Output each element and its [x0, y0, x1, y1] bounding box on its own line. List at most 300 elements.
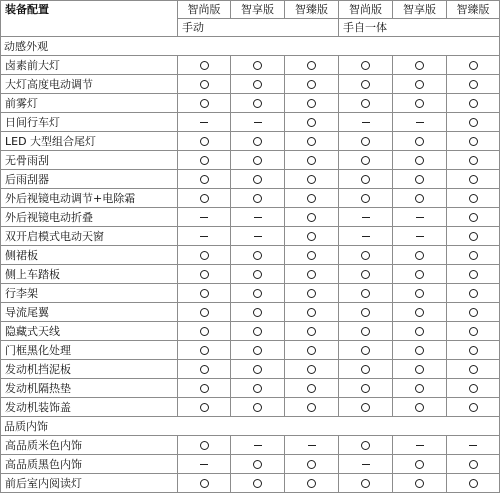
feature-value-cell [339, 113, 393, 132]
circle-icon [415, 365, 424, 374]
dash-icon [200, 217, 208, 218]
dash-icon [362, 464, 370, 465]
circle-icon [361, 308, 370, 317]
table-row [1, 75, 500, 94]
feature-value-cell [178, 132, 231, 151]
circle-icon [361, 156, 370, 165]
circle-icon [415, 270, 424, 279]
feature-name: 高品质米色内饰 [1, 436, 178, 455]
table-row [1, 303, 500, 322]
dash-icon [416, 445, 424, 446]
circle-icon [469, 213, 478, 222]
feature-name: LED 大型组合尾灯 [1, 132, 178, 151]
feature-value-cell [231, 246, 285, 265]
circle-icon [361, 80, 370, 89]
circle-icon [200, 99, 209, 108]
feature-name: 侧上车踏板 [1, 265, 178, 284]
circle-icon [253, 308, 262, 317]
feature-value-cell [447, 303, 500, 322]
circle-icon [415, 80, 424, 89]
circle-icon [253, 156, 262, 165]
feature-value-cell [339, 208, 393, 227]
feature-value-cell [231, 75, 285, 94]
circle-icon [469, 194, 478, 203]
circle-icon [469, 308, 478, 317]
feature-value-cell [231, 227, 285, 246]
circle-icon [469, 137, 478, 146]
circle-icon [469, 479, 478, 488]
feature-value-cell [178, 360, 231, 379]
feature-value-cell [447, 132, 500, 151]
feature-value-cell [447, 94, 500, 113]
dash-icon [308, 445, 316, 446]
circle-icon [253, 61, 262, 70]
circle-icon [253, 80, 262, 89]
circle-icon [469, 61, 478, 70]
feature-value-cell [447, 379, 500, 398]
dash-icon [416, 122, 424, 123]
feature-value-cell [393, 132, 447, 151]
table-row [1, 474, 500, 493]
feature-value-cell [393, 284, 447, 303]
feature-value-cell [178, 436, 231, 455]
feature-value-cell [447, 246, 500, 265]
table-row [1, 341, 500, 360]
feature-value-cell [339, 75, 393, 94]
feature-name: 高品质黑色内饰 [1, 455, 178, 474]
feature-name: 门框黑化处理 [1, 341, 178, 360]
circle-icon [307, 308, 316, 317]
table-row [1, 113, 500, 132]
feature-value-cell [447, 208, 500, 227]
feature-value-cell [393, 341, 447, 360]
circle-icon [361, 327, 370, 336]
dash-icon [362, 236, 370, 237]
circle-icon [469, 365, 478, 374]
circle-icon [307, 460, 316, 469]
circle-icon [415, 137, 424, 146]
feature-value-cell [231, 436, 285, 455]
version-header: 智尚版 [339, 1, 393, 19]
feature-value-cell [393, 94, 447, 113]
feature-value-cell [285, 208, 339, 227]
feature-value-cell [339, 56, 393, 75]
feature-value-cell [339, 436, 393, 455]
circle-icon [415, 156, 424, 165]
dash-icon [254, 122, 262, 123]
table-row [1, 246, 500, 265]
circle-icon [415, 251, 424, 260]
circle-icon [253, 365, 262, 374]
circle-icon [307, 327, 316, 336]
feature-name: 后雨刮器 [1, 170, 178, 189]
circle-icon [253, 194, 262, 203]
feature-value-cell [339, 170, 393, 189]
circle-icon [253, 175, 262, 184]
feature-value-cell [231, 474, 285, 493]
feature-name: 大灯高度电动调节 [1, 75, 178, 94]
feature-value-cell [393, 227, 447, 246]
feature-value-cell [178, 189, 231, 208]
feature-value-cell [231, 379, 285, 398]
circle-icon [361, 137, 370, 146]
table-row [1, 436, 500, 455]
feature-value-cell [393, 56, 447, 75]
version-header: 智臻版 [447, 1, 500, 19]
circle-icon [415, 479, 424, 488]
circle-icon [200, 251, 209, 260]
feature-value-cell [339, 303, 393, 322]
circle-icon [469, 118, 478, 127]
feature-value-cell [178, 398, 231, 417]
version-header-row [1, 1, 500, 19]
feature-value-cell [231, 132, 285, 151]
spec-body [1, 37, 500, 493]
circle-icon [200, 441, 209, 450]
feature-value-cell [339, 379, 393, 398]
circle-icon [307, 346, 316, 355]
feature-value-cell [393, 322, 447, 341]
feature-value-cell [447, 322, 500, 341]
circle-icon [415, 308, 424, 317]
feature-value-cell [231, 398, 285, 417]
feature-value-cell [231, 455, 285, 474]
feature-name: 发动机隔热垫 [1, 379, 178, 398]
circle-icon [361, 61, 370, 70]
circle-icon [361, 441, 370, 450]
dash-icon [254, 445, 262, 446]
feature-value-cell [178, 227, 231, 246]
circle-icon [469, 270, 478, 279]
feature-value-cell [339, 284, 393, 303]
feature-value-cell [339, 455, 393, 474]
dash-icon [416, 217, 424, 218]
circle-icon [307, 365, 316, 374]
circle-icon [361, 175, 370, 184]
feature-value-cell [178, 246, 231, 265]
dash-icon [362, 122, 370, 123]
circle-icon [307, 251, 316, 260]
feature-value-cell [339, 227, 393, 246]
feature-value-cell [447, 398, 500, 417]
circle-icon [469, 289, 478, 298]
circle-icon [415, 327, 424, 336]
feature-value-cell [393, 379, 447, 398]
feature-value-cell [285, 170, 339, 189]
circle-icon [253, 137, 262, 146]
circle-icon [307, 403, 316, 412]
feature-value-cell [231, 303, 285, 322]
dash-icon [362, 217, 370, 218]
circle-icon [361, 270, 370, 279]
feature-name: 发动机挡泥板 [1, 360, 178, 379]
feature-value-cell [447, 56, 500, 75]
feature-value-cell [285, 132, 339, 151]
feature-value-cell [178, 208, 231, 227]
circle-icon [200, 289, 209, 298]
circle-icon [469, 346, 478, 355]
feature-value-cell [178, 341, 231, 360]
feature-value-cell [285, 455, 339, 474]
feature-value-cell [178, 170, 231, 189]
feature-value-cell [231, 151, 285, 170]
circle-icon [200, 175, 209, 184]
transmission-automatic: 手自一体 [339, 19, 500, 37]
circle-icon [200, 61, 209, 70]
table-row [1, 284, 500, 303]
circle-icon [469, 384, 478, 393]
feature-value-cell [447, 189, 500, 208]
feature-value-cell [339, 151, 393, 170]
feature-value-cell [447, 151, 500, 170]
feature-name: 外后视镜电动调节+电除霜 [1, 189, 178, 208]
dash-icon [200, 236, 208, 237]
feature-value-cell [285, 75, 339, 94]
feature-value-cell [393, 75, 447, 94]
table-row [1, 132, 500, 151]
feature-name: 外后视镜电动折叠 [1, 208, 178, 227]
circle-icon [200, 308, 209, 317]
table-row [1, 94, 500, 113]
circle-icon [307, 118, 316, 127]
feature-value-cell [393, 151, 447, 170]
transmission-manual: 手动 [178, 19, 339, 37]
dash-icon [200, 464, 208, 465]
feature-value-cell [231, 94, 285, 113]
feature-value-cell [339, 189, 393, 208]
feature-value-cell [285, 284, 339, 303]
feature-value-cell [178, 113, 231, 132]
circle-icon [307, 270, 316, 279]
feature-value-cell [339, 94, 393, 113]
feature-value-cell [285, 436, 339, 455]
section-row [1, 37, 500, 56]
feature-value-cell [447, 455, 500, 474]
circle-icon [361, 289, 370, 298]
circle-icon [415, 289, 424, 298]
dash-icon [254, 236, 262, 237]
feature-value-cell [447, 474, 500, 493]
feature-value-cell [285, 474, 339, 493]
table-row [1, 208, 500, 227]
feature-value-cell [393, 360, 447, 379]
table-row [1, 189, 500, 208]
section-row [1, 417, 500, 436]
table-row [1, 455, 500, 474]
feature-value-cell [339, 322, 393, 341]
feature-value-cell [285, 379, 339, 398]
table-row [1, 170, 500, 189]
feature-value-cell [447, 360, 500, 379]
circle-icon [415, 99, 424, 108]
circle-icon [415, 194, 424, 203]
dash-icon [469, 445, 477, 446]
circle-icon [200, 194, 209, 203]
circle-icon [307, 232, 316, 241]
feature-value-cell [393, 170, 447, 189]
table-row [1, 151, 500, 170]
feature-value-cell [231, 113, 285, 132]
feature-value-cell [285, 227, 339, 246]
feature-value-cell [339, 246, 393, 265]
circle-icon [307, 99, 316, 108]
circle-icon [415, 403, 424, 412]
circle-icon [469, 460, 478, 469]
feature-value-cell [285, 303, 339, 322]
table-row [1, 360, 500, 379]
feature-value-cell [285, 360, 339, 379]
feature-value-cell [285, 322, 339, 341]
feature-value-cell [231, 208, 285, 227]
version-header: 智享版 [393, 1, 447, 19]
feature-name: 导流尾翼 [1, 303, 178, 322]
feature-value-cell [339, 474, 393, 493]
circle-icon [253, 403, 262, 412]
feature-name: 无骨雨刮 [1, 151, 178, 170]
circle-icon [361, 251, 370, 260]
feature-value-cell [178, 474, 231, 493]
dash-icon [254, 217, 262, 218]
feature-name: 发动机装饰盖 [1, 398, 178, 417]
feature-value-cell [231, 341, 285, 360]
table-row [1, 322, 500, 341]
feature-value-cell [285, 341, 339, 360]
circle-icon [469, 251, 478, 260]
feature-value-cell [393, 398, 447, 417]
feature-value-cell [393, 436, 447, 455]
feature-value-cell [178, 322, 231, 341]
feature-value-cell [231, 265, 285, 284]
circle-icon [361, 365, 370, 374]
feature-value-cell [393, 208, 447, 227]
circle-icon [200, 365, 209, 374]
circle-icon [361, 384, 370, 393]
circle-icon [415, 384, 424, 393]
circle-icon [361, 479, 370, 488]
circle-icon [253, 270, 262, 279]
circle-icon [469, 99, 478, 108]
feature-name: 前雾灯 [1, 94, 178, 113]
feature-value-cell [178, 265, 231, 284]
circle-icon [469, 156, 478, 165]
version-header: 智享版 [231, 1, 285, 19]
circle-icon [415, 346, 424, 355]
feature-value-cell [447, 75, 500, 94]
feature-value-cell [339, 360, 393, 379]
section-title: 动感外观 [1, 37, 500, 56]
feature-value-cell [393, 455, 447, 474]
circle-icon [200, 80, 209, 89]
circle-icon [307, 289, 316, 298]
feature-value-cell [231, 360, 285, 379]
feature-value-cell [393, 113, 447, 132]
feature-value-cell [285, 151, 339, 170]
feature-name: 双开启模式电动天窗 [1, 227, 178, 246]
circle-icon [469, 403, 478, 412]
feature-value-cell [339, 398, 393, 417]
circle-icon [469, 327, 478, 336]
feature-value-cell [447, 436, 500, 455]
feature-value-cell [447, 265, 500, 284]
feature-value-cell [393, 303, 447, 322]
circle-icon [469, 175, 478, 184]
circle-icon [307, 213, 316, 222]
circle-icon [253, 460, 262, 469]
feature-value-cell [178, 379, 231, 398]
circle-icon [200, 346, 209, 355]
feature-value-cell [231, 189, 285, 208]
feature-value-cell [178, 284, 231, 303]
circle-icon [361, 194, 370, 203]
corner-label: 装备配置 [1, 1, 178, 37]
circle-icon [307, 137, 316, 146]
dash-icon [416, 236, 424, 237]
circle-icon [253, 251, 262, 260]
circle-icon [307, 80, 316, 89]
feature-name: 隐藏式天线 [1, 322, 178, 341]
feature-value-cell [231, 56, 285, 75]
circle-icon [200, 327, 209, 336]
feature-value-cell [285, 265, 339, 284]
feature-value-cell [178, 56, 231, 75]
feature-value-cell [393, 474, 447, 493]
version-header: 智尚版 [178, 1, 231, 19]
circle-icon [469, 80, 478, 89]
version-header: 智臻版 [285, 1, 339, 19]
circle-icon [200, 403, 209, 412]
circle-icon [415, 460, 424, 469]
feature-value-cell [447, 113, 500, 132]
feature-value-cell [231, 284, 285, 303]
feature-value-cell [285, 56, 339, 75]
table-row [1, 379, 500, 398]
feature-name: 侧裙板 [1, 246, 178, 265]
feature-name: 日间行车灯 [1, 113, 178, 132]
feature-value-cell [339, 265, 393, 284]
feature-value-cell [178, 455, 231, 474]
dash-icon [200, 122, 208, 123]
circle-icon [253, 384, 262, 393]
feature-value-cell [285, 94, 339, 113]
circle-icon [200, 156, 209, 165]
feature-value-cell [231, 170, 285, 189]
feature-value-cell [339, 132, 393, 151]
feature-value-cell [447, 170, 500, 189]
circle-icon [307, 384, 316, 393]
circle-icon [200, 384, 209, 393]
table-row [1, 56, 500, 75]
circle-icon [307, 479, 316, 488]
feature-name: 卤素前大灯 [1, 56, 178, 75]
circle-icon [469, 232, 478, 241]
feature-name: 行李架 [1, 284, 178, 303]
feature-value-cell [447, 227, 500, 246]
circle-icon [307, 156, 316, 165]
feature-value-cell [393, 246, 447, 265]
circle-icon [415, 61, 424, 70]
feature-value-cell [285, 398, 339, 417]
feature-value-cell [393, 189, 447, 208]
circle-icon [361, 403, 370, 412]
circle-icon [253, 479, 262, 488]
feature-name: 前后室内阅读灯 [1, 474, 178, 493]
feature-value-cell [178, 94, 231, 113]
circle-icon [253, 99, 262, 108]
feature-value-cell [285, 189, 339, 208]
table-row [1, 265, 500, 284]
circle-icon [307, 175, 316, 184]
circle-icon [253, 289, 262, 298]
